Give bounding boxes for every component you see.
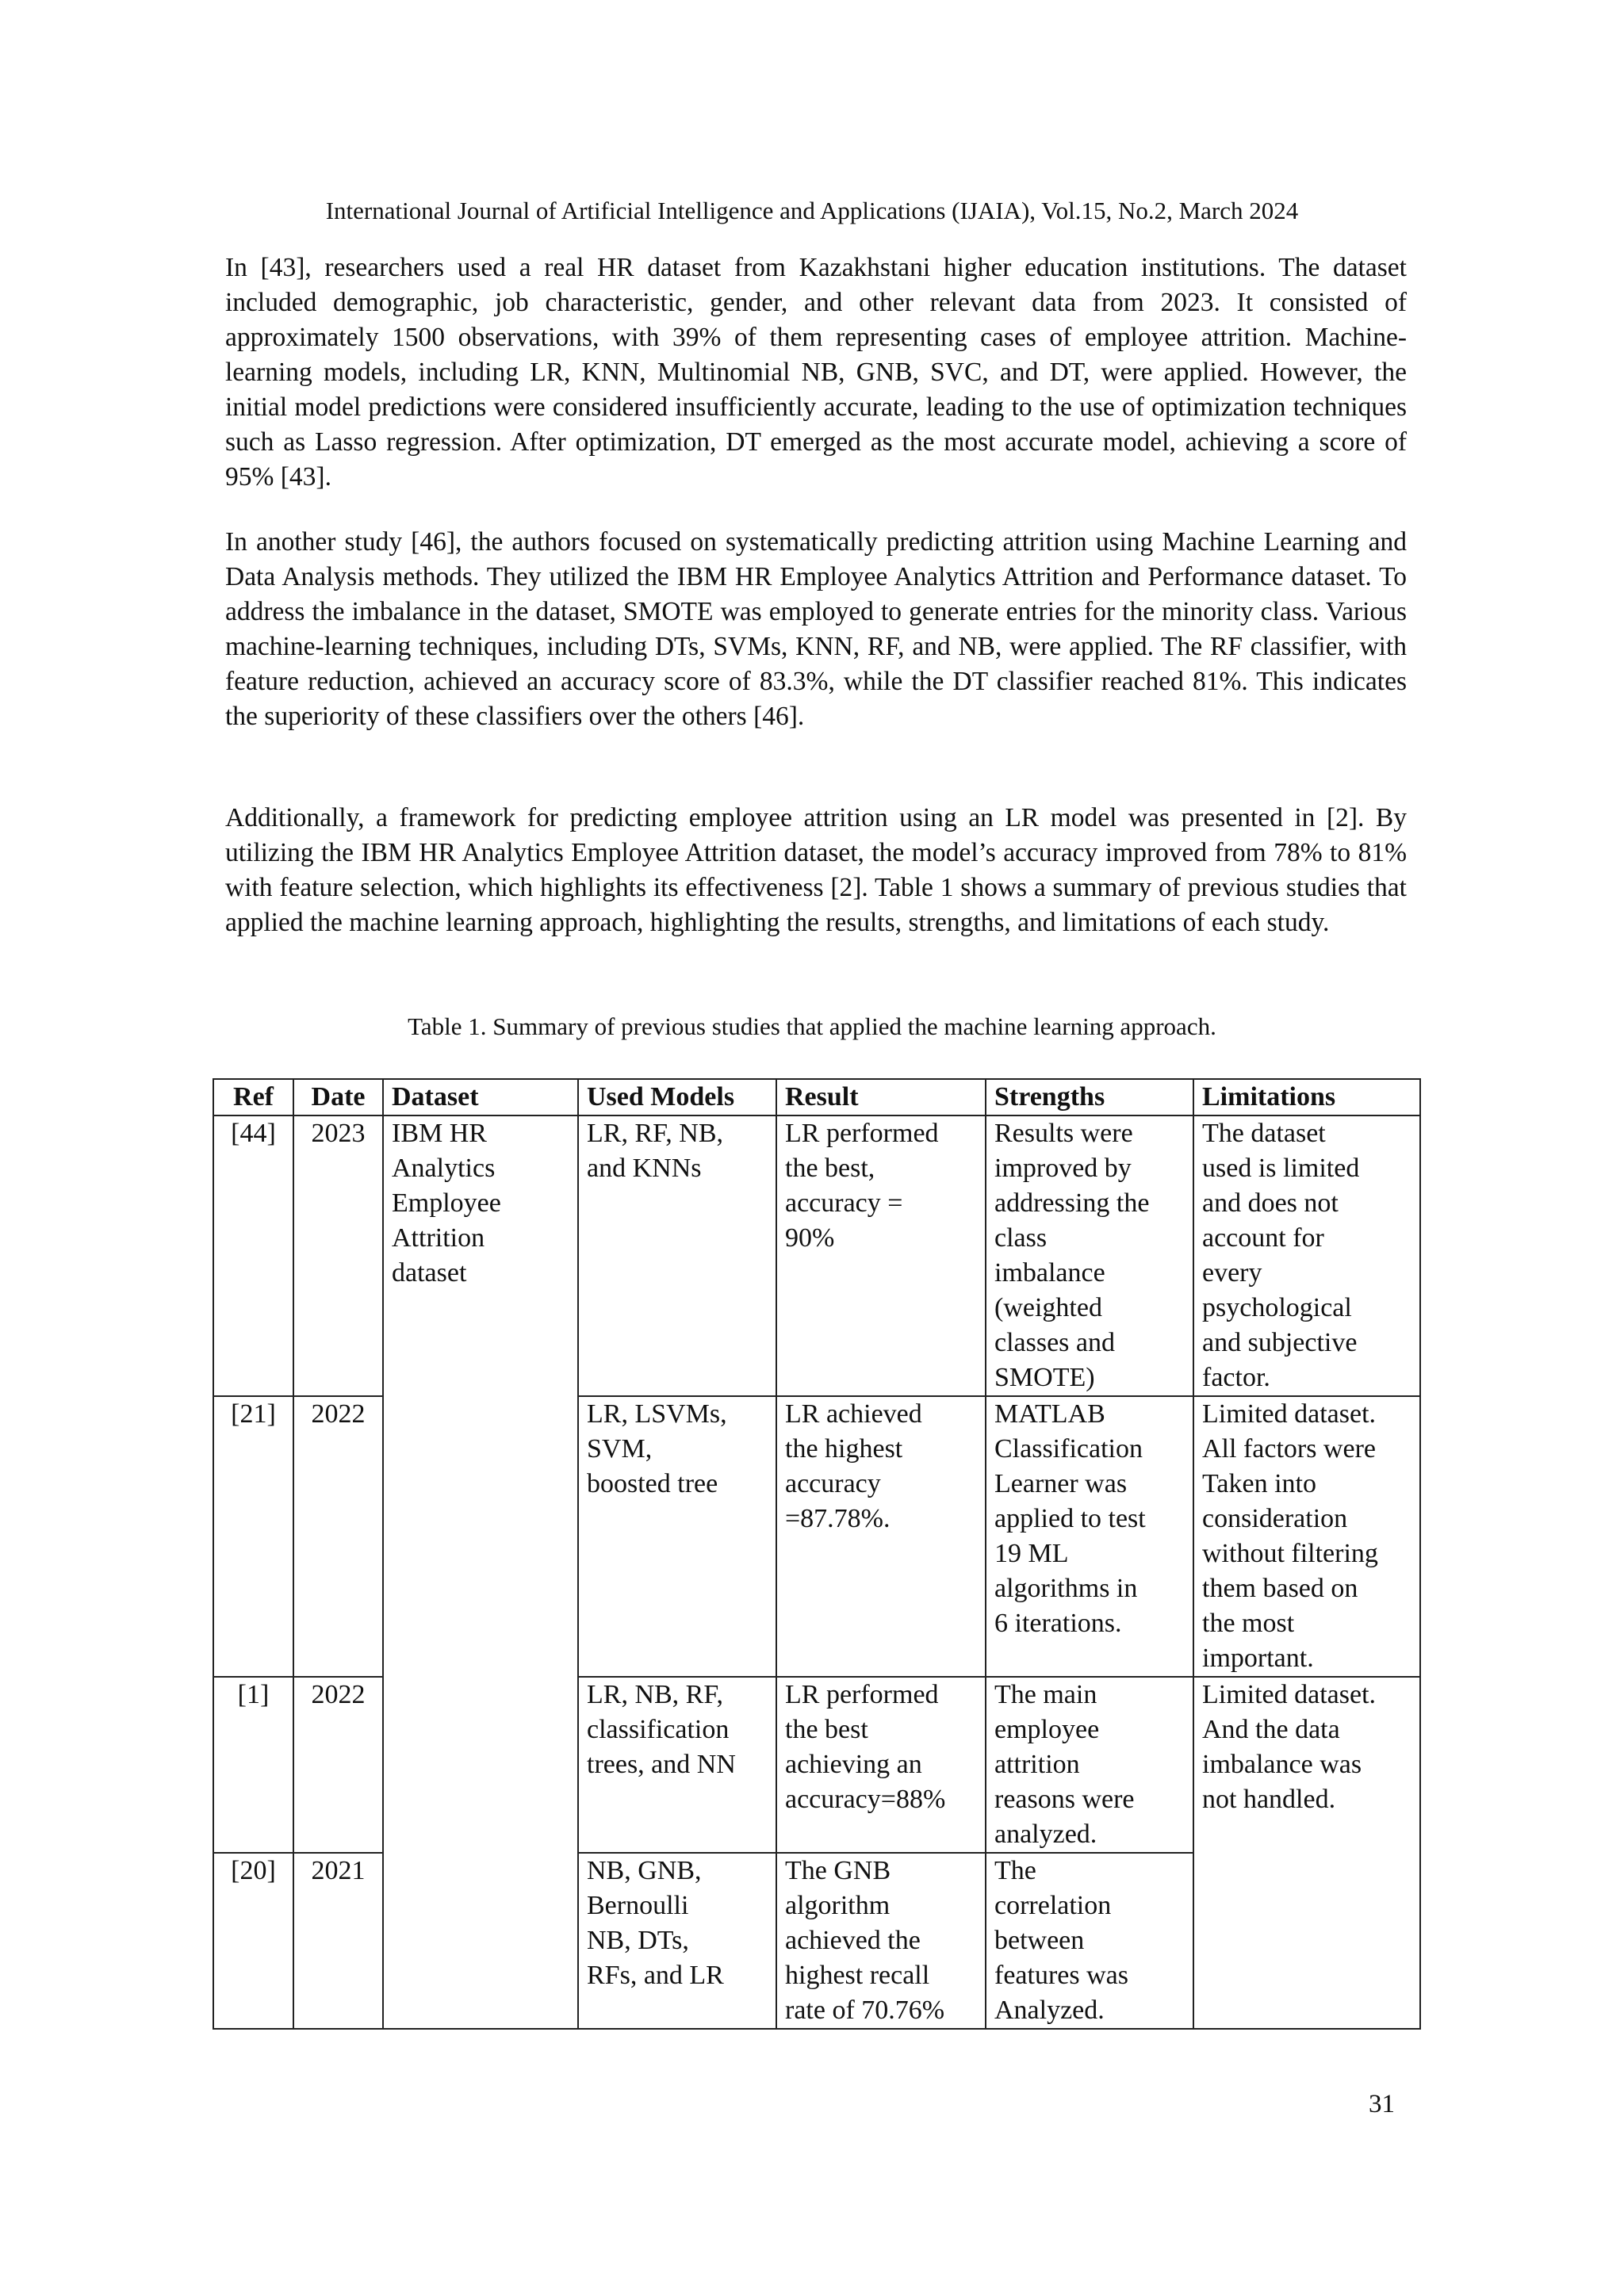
result-cell: LR performed the best achieving an accuracy=88%	[776, 1677, 986, 1853]
limitations-cell: Limited dataset. All factors were Taken into consideration without filtering them based on the most important.	[1193, 1396, 1420, 1677]
ref-cell: [1]	[213, 1677, 293, 1853]
header-result: Result	[776, 1079, 986, 1115]
limitations-cell: The dataset used is limited and does not account for every psychological and subjective factor.	[1193, 1115, 1420, 1396]
body-paragraph: In [43], researchers used a real HR dataset from Kazakhstani higher education institutions. The dataset included demographic, job characteristic, gender, and other relevant data from 2023. It consisted of approximately 1500 observations, with 39% of them representing cases of employee attrition. Machine-learning models, including LR, KNN, Multinomial NB, GNB, SVC, and DT, were applied. However, the initial model predictions were considered insufficiently accurate, leading to the use of optimization techniques such as Lasso regression. After optimization, DT emerged as the most accurate model, achieving a score of 95% [43].	[225, 253, 1407, 492]
strengths-cell: The main employee attrition reasons were analyzed.	[986, 1677, 1193, 1853]
page-number: 31	[1369, 2090, 1395, 2118]
header-dataset: Dataset	[383, 1079, 578, 1115]
limitations-cell: Limited dataset. And the data imbalance was not handled.	[1193, 1677, 1420, 2029]
table-caption: Table 1. Summary of previous studies that applied the machine learning approach.	[408, 1012, 1216, 1040]
date-cell: 2022	[293, 1396, 383, 1677]
models-cell: NB, GNB, Bernoulli NB, DTs, RFs, and LR	[578, 1853, 776, 2029]
date-cell: 2021	[293, 1853, 383, 2029]
ref-cell: [21]	[213, 1396, 293, 1677]
date-cell: 2023	[293, 1115, 383, 1396]
result-cell: LR achieved the highest accuracy =87.78%.	[776, 1396, 986, 1677]
date-cell: 2022	[293, 1677, 383, 1853]
header-used-models: Used Models	[578, 1079, 776, 1115]
body-paragraph: In another study [46], the authors focused on systematically predicting attrition using Machine Learning and Data Analysis methods. They utilized the IBM HR Employee Analytics Attrition and Performance dataset. To address the imbalance in the dataset, SMOTE was employed to generate entries for the minority class. Various machine-learning techniques, including DTs, SVMs, KNN, RF, and NB, were applied. The RF classifier, with feature reduction, achieved an accuracy score of 83.3%, while the DT classifier reached 81%. This indicates the superiority of these classifiers over the others [46].	[225, 527, 1407, 731]
strengths-cell: MATLAB Classification Learner was applied to test 19 ML algorithms in 6 iterations.	[986, 1396, 1193, 1677]
table-row	[213, 1115, 1420, 1396]
models-cell: LR, RF, NB, and KNNs	[578, 1115, 776, 1396]
result-cell: The GNB algorithm achieved the highest recall rate of 70.76%	[776, 1853, 986, 2029]
header-ref: Ref	[213, 1079, 293, 1115]
header-limitations: Limitations	[1193, 1079, 1420, 1115]
ref-cell: [44]	[213, 1115, 293, 1396]
header-strengths: Strengths	[986, 1079, 1193, 1115]
summary-table	[213, 1078, 1421, 2030]
models-cell: LR, LSVMs, SVM, boosted tree	[578, 1396, 776, 1677]
result-cell: LR performed the best, accuracy = 90%	[776, 1115, 986, 1396]
dataset-cell: IBM HR Analytics Employee Attrition dataset	[383, 1115, 578, 2029]
models-cell: LR, NB, RF, classification trees, and NN	[578, 1677, 776, 1853]
body-paragraph: Additionally, a framework for predicting employee attrition using an LR model was presented in [2]. By utilizing the IBM HR Analytics Employee Attrition dataset, the model’s accuracy improved from 78% to 81% with feature selection, which highlights its effectiveness [2]. Table 1 shows a summary of previous studies that applied the machine learning approach, highlighting the results, strengths, and limitations of each study.	[225, 803, 1407, 937]
header-date: Date	[293, 1079, 383, 1115]
ref-cell: [20]	[213, 1853, 293, 2029]
strengths-cell: Results were improved by addressing the class imbalance (weighted classes and SMOTE)	[986, 1115, 1193, 1396]
strengths-cell: The correlation between features was Analyzed.	[986, 1853, 1193, 2029]
running-header: International Journal of Artificial Intelligence and Applications (IJAIA), Vol.15, No.2, March 2024	[325, 197, 1299, 224]
table-header-row	[213, 1079, 1420, 1115]
